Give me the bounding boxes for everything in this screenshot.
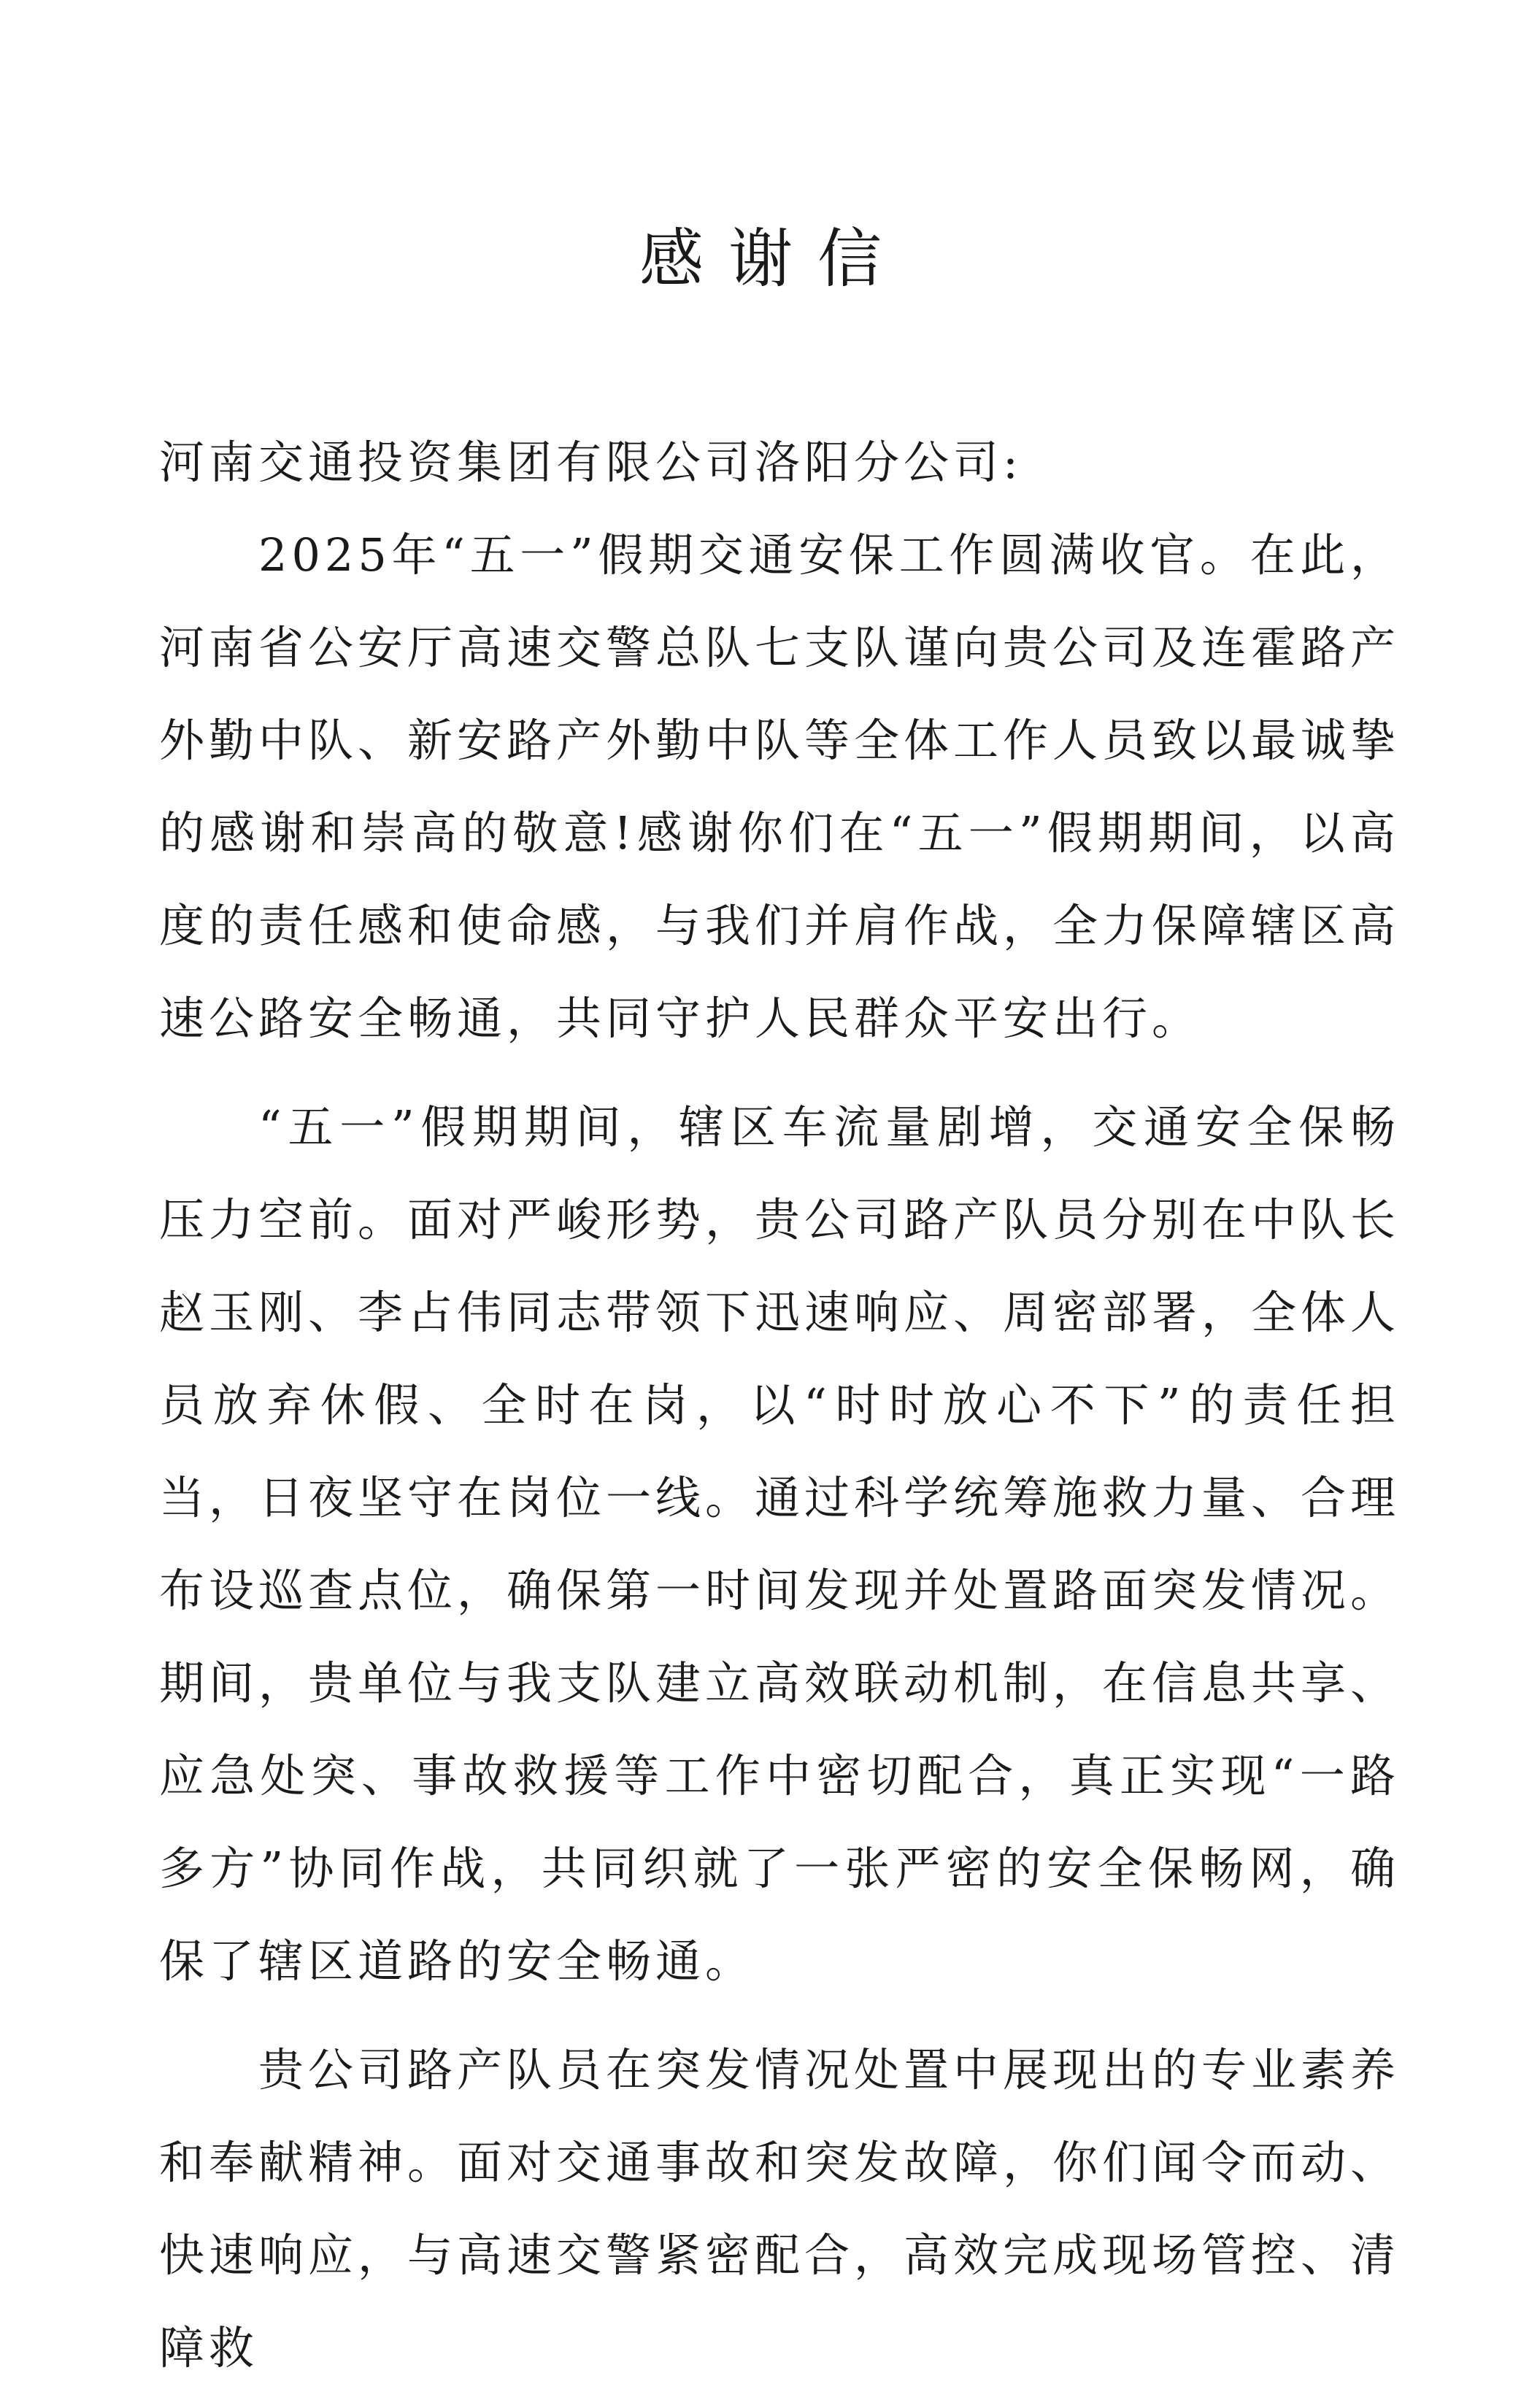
letter-salutation: 河南交通投资集团有限公司洛阳分公司: bbox=[159, 436, 1023, 489]
paragraph: 2025年“五一”假期交通安保工作圆满收官。在此，河南省公安厅高速交警总队七支队谨向贵公司及连霍路产外勤中队、新安路产外勤中队等全体工作人员致以最诚挚的感谢和崇高的敬意!感谢你们在“五一”假期期间，以高度的责任感和使命感，与我们并肩作战，全力保障辖区高速公路安全畅通，共同守护人民群众平安出行。 bbox=[159, 528, 1401, 1045]
paragraph: 贵公司路产队员在突发情况处置中展现出的专业素养和奉献精神。面对交通事故和突发故障，你们闻令而动、快速响应，与高速交警紧密配合，高效完成现场管控、清障救 bbox=[159, 2043, 1401, 2374]
letter-body bbox=[159, 416, 1400, 2394]
paragraph: “五一”假期期间，辖区车流量剧增，交通安全保畅压力空前。面对严峻形势，贵公司路产队员分别在中队长赵玉刚、李占伟同志带领下迅速响应、周密部署，全体人员放弃休假、全时在岗，以“时时放心不下”的责任担当，日夜坚守在岗位一线。通过科学统筹施救力量、合理布设巡查点位，确保第一时间发现并处置路面突发情况。期间，贵单位与我支队建立高效联动机制，在信息共享、应急处突、事故救援等工作中密切配合，真正实现“一路多方”协同作战，共同织就了一张严密的安全保畅网，确保了辖区道路的安全畅通。 bbox=[159, 1100, 1401, 1988]
letter-title: 感谢信 bbox=[639, 221, 906, 296]
